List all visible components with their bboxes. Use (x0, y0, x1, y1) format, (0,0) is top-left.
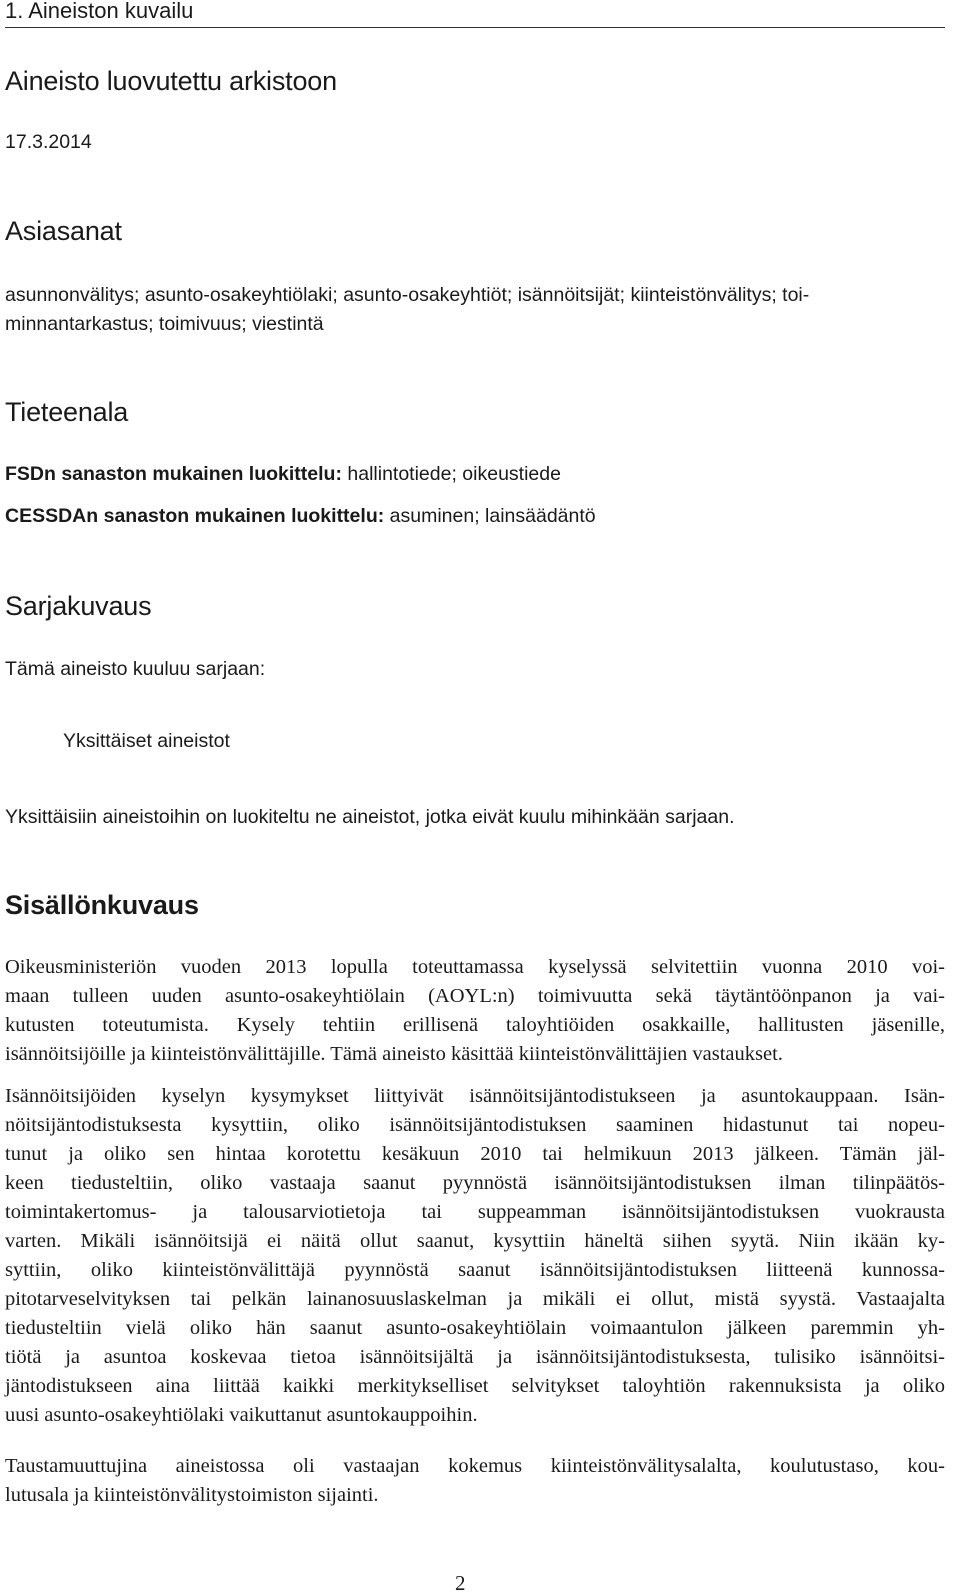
paragraph-line: maan tulleen uuden asunto-osakeyhtiölain (AOYL:n) toimivuutta sekä täytäntöönpanon ja vai- (5, 985, 945, 1007)
keywords-line: asunnonvälitys; asunto-osakeyhtiölaki; asunto-osakeyhtiöt; isännöitsijät; kiinteistönvälitys; toi- (5, 284, 810, 306)
fsd-classification (5, 460, 945, 489)
paragraph-line: jäntodistukseen aina liittää kaikki merkitykselliset selvitykset taloyhtiön rakennuksista ja oliko (5, 1375, 945, 1397)
keywords-line: minnantarkastus; toimivuus; viestintä (5, 313, 324, 335)
series-heading: Sarjakuvaus (5, 591, 152, 621)
fsd-classification-value: hallintotiede; oikeustiede (341, 463, 561, 485)
chapter-heading: 1. Aineiston kuvailu (5, 0, 945, 28)
paragraph-line: tiedusteltiin vielä oliko hän saanut asunto-osakeyhtiölain voimaantulon jälkeen paremmin yh- (5, 1317, 945, 1339)
content-paragraph-2 (5, 1082, 945, 1430)
keywords-text (5, 281, 945, 339)
cessda-classification-label: CESSDAn sanaston mukainen luokittelu: (5, 505, 385, 527)
paragraph-line: pitotarveselvityksen tai pelkän lainanosuuslaskelman ja mikäli ei ollut, mistä syystä. Vastaajalta (5, 1288, 945, 1310)
paragraph-line: varten. Mikäli isännöitsijä ei näitä ollut saanut, kysyttiin häneltä siihen syytä. Niin ikään ky- (5, 1230, 945, 1252)
paragraph-line: lutusala ja kiinteistönvälitystoimiston sijainti. (5, 1484, 379, 1506)
paragraph-line: tunut ja oliko sen hintaa korotettu kesäkuun 2010 tai helmikuun 2013 jälkeen. Tämän jäl- (5, 1143, 945, 1165)
field-heading: Tieteenala (5, 397, 129, 427)
archive-heading: Aineisto luovutettu arkistoon (5, 66, 337, 96)
paragraph-line: Oikeusministeriön vuoden 2013 lopulla toteuttamassa kyselyssä selvitettiin vuonna 2010 voi- (5, 956, 945, 978)
fsd-classification-label: FSDn sanaston mukainen luokittelu: (5, 463, 342, 485)
paragraph-line: tiötä ja asuntoa koskevaa tietoa isännöitsijältä ja isännöitsijäntodistuksesta, tulisiko isännöitsi- (5, 1346, 945, 1368)
series-name: Yksittäiset aineistot (63, 730, 230, 752)
cessda-classification (5, 502, 945, 531)
paragraph-line: nöitsijäntodistuksesta kysyttiin, oliko isännöitsijäntodistuksen saaminen hidastunut tai nopeu- (5, 1114, 945, 1136)
series-description: Yksittäisiin aineistoihin on luokiteltu ne aineistot, jotka eivät kuulu mihinkään sarjaan. (5, 806, 735, 828)
keywords-heading: Asiasanat (5, 216, 122, 246)
content-paragraph-3 (5, 1452, 945, 1510)
paragraph-line: uusi asunto-osakeyhtiölaki vaikuttanut asuntokauppoihin. (5, 1404, 478, 1426)
series-intro: Tämä aineisto kuuluu sarjaan: (5, 658, 266, 680)
paragraph-line: isännöitsijöille ja kiinteistönvälittäjille. Tämä aineisto käsittää kiinteistönvälittäjien vastaukset. (5, 1043, 783, 1065)
archive-date: 17.3.2014 (5, 131, 92, 153)
paragraph-line: syttiin, oliko kiinteistönvälittäjä pyynnöstä saanut isännöitsijäntodistuksen liitteenä kunnossa- (5, 1259, 945, 1281)
page-number: 2 (455, 1571, 466, 1595)
paragraph-line: kutusten toteutumista. Kysely tehtiin erillisenä taloyhtiöiden osakkaille, hallitusten jäsenille, (5, 1014, 945, 1036)
content-heading: Sisällönkuvaus (5, 890, 199, 920)
paragraph-line: Isännöitsijöiden kyselyn kysymykset liittyivät isännöitsijäntodistukseen ja asuntokauppaan. Isän- (5, 1085, 945, 1107)
paragraph-line: Taustamuuttujina aineistossa oli vastaajan kokemus kiinteistönvälitysalalta, koulutustaso, kou- (5, 1455, 945, 1477)
paragraph-line: toimintakertomus- ja talousarviotietoja tai suppeamman isännöitsijäntodistuksen vuokrausta (5, 1201, 945, 1223)
paragraph-line: keen tiedusteltiin, oliko vastaaja saanut pyynnöstä isännöitsijäntodistuksen ilman tilinpäätös- (5, 1172, 945, 1194)
cessda-classification-value: asuminen; lainsäädäntö (384, 505, 596, 527)
content-paragraph-1 (5, 953, 945, 1069)
